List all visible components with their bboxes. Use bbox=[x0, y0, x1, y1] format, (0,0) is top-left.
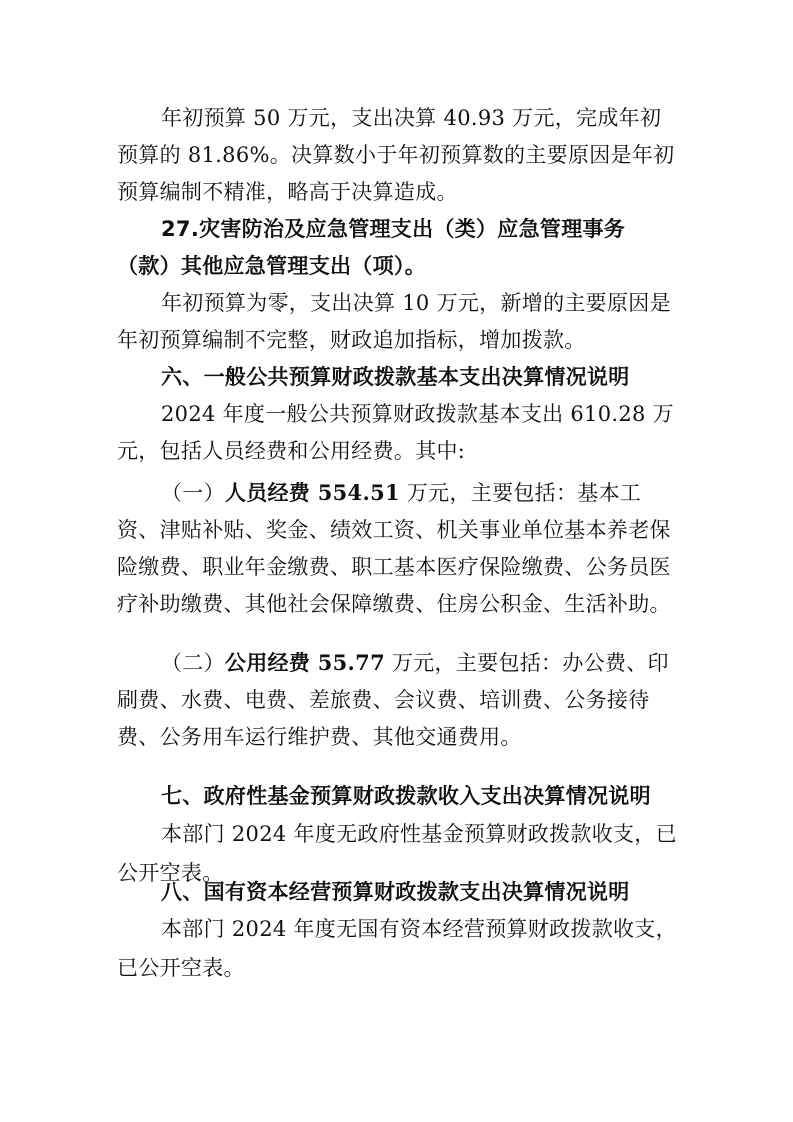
paragraph-item-27-detail: 年初预算为零，支出决算 10 万元，新增的主要原因是年初预算编制不完整，财政追加指标，增加拨款。 bbox=[117, 291, 671, 352]
paragraph-public-expenses bbox=[117, 644, 677, 756]
paragraph-state-capital: 本部门 2024 年度无国有资本经营预算财政拨款收支，已公开空表。 bbox=[117, 917, 677, 980]
paragraph-budget-completion: 年初预算 50 万元，支出决算 40.93 万元，完成年初预算的 81.86%。决算数小于年初预算数的主要原因是年初预算编制不精准，略高于决算造成。 bbox=[117, 106, 675, 204]
paragraph-government-fund: 本部门 2024 年度无政府性基金预算财政拨款收支，已公开空表。 bbox=[117, 822, 677, 885]
heading-section-6: 六、一般公共预算财政拨款基本支出决算情况说明 bbox=[161, 365, 630, 389]
personnel-prefix: （一） bbox=[161, 481, 225, 505]
paragraph-personnel-expenses bbox=[117, 474, 677, 623]
public-prefix: （二） bbox=[161, 651, 225, 675]
heading-section-8: 八、国有资本经营预算财政拨款支出决算情况说明 bbox=[161, 880, 630, 904]
paragraph-basic-expenditure: 2024 年度一般公共预算财政拨款基本支出 610.28 万元，包括人员经费和公用经费。其中: bbox=[117, 402, 674, 463]
public-amount: 公用经费 55.77 bbox=[224, 650, 385, 675]
heading-section-7: 七、政府性基金预算财政拨款收入支出决算情况说明 bbox=[161, 784, 651, 808]
heading-item-27: 27.灾害防治及应急管理支出（类）应急管理事务（款）其他应急管理支出（项）。 bbox=[117, 217, 626, 278]
public-detail: 万元，主要包括：办公费、印刷费、水费、电费、差旅费、会议费、培训费、公务接待费、公务用车运行维护费、其他交通费用。 bbox=[117, 651, 669, 749]
personnel-detail: 万元，主要包括：基本工资、津贴补贴、奖金、绩效工资、机关事业单位基本养老保险缴费、职业年金缴费、职工基本医疗保险缴费、公务员医疗补助缴费、其他社会保障缴费、住房公积金、生活补助。 bbox=[117, 481, 671, 616]
personnel-amount: 人员经费 554.51 bbox=[224, 480, 400, 505]
